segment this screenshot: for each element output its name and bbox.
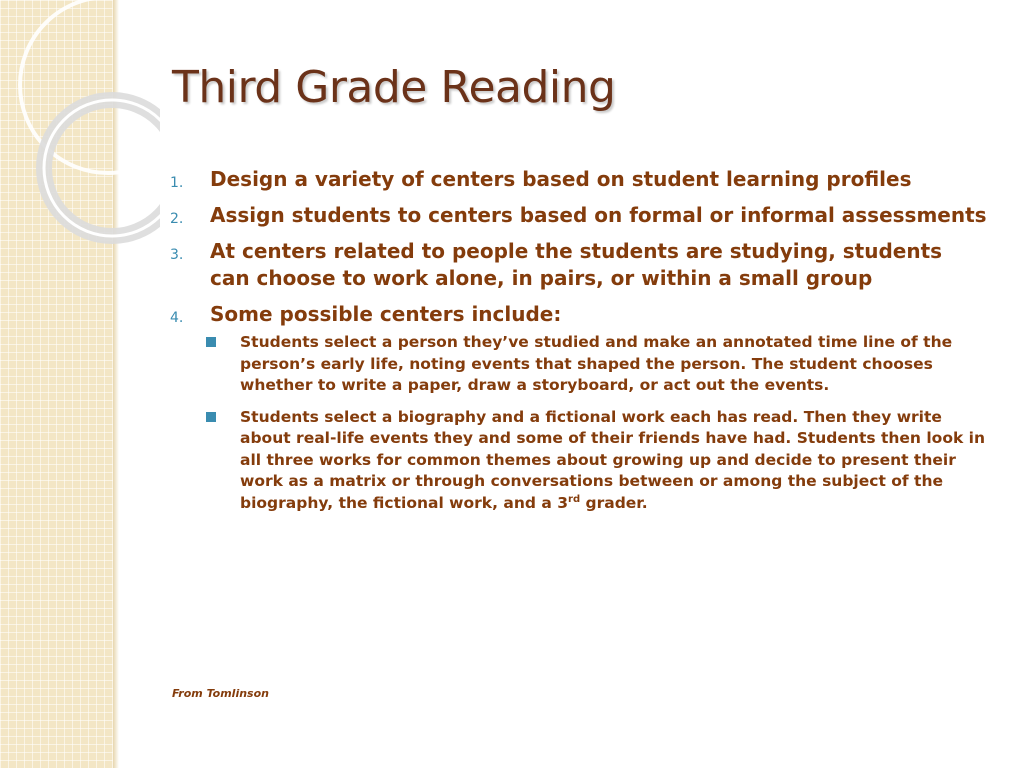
list-item-text: At centers related to people the students are studying, students can choose to work alone, in pairs, or within a small group [210,239,943,290]
list-item-text: Design a variety of centers based on student learning profiles [210,167,912,191]
list-item-text: Some possible centers include: [210,302,562,326]
list-item-text: Assign students to centers based on formal or informal assessments [210,203,987,227]
square-bullet-icon [206,337,216,347]
centers-sublist [200,332,988,514]
list-item [168,301,988,514]
ordinal-superscript: rd [568,493,581,505]
list-item [168,238,988,292]
list-number: 3. [170,247,184,263]
list-number: 4. [170,310,184,326]
slide-body [168,166,988,524]
sublist-item [200,407,988,515]
square-bullet-icon [206,412,216,422]
sublist-item [200,332,988,397]
list-item [168,202,988,229]
list-number: 1. [170,175,184,191]
numbered-list [168,166,988,514]
slide-title: Third Grade Reading [172,62,616,113]
source-citation: From Tomlinson [172,687,269,700]
list-item [168,166,988,193]
sublist-item-text: Students select a person they’ve studied and make an annotated time line of the person’s early life, noting events that shaped the person. The student chooses whether to write a paper, draw a storyboard, or act out the events. [240,333,953,394]
sublist-item-text-end: grader. [580,493,648,512]
list-number: 2. [170,211,184,227]
decorative-circles [0,0,160,260]
sublist-item-text: Students select a biography and a fictional work each has read. Then they write about real-life events they and some of their friends have had. Students then look in all three works for common themes about growing up and decide to present their work as a matrix or through conversations between or among the subject of the biography, the fictional work, and a 3 [240,407,986,512]
